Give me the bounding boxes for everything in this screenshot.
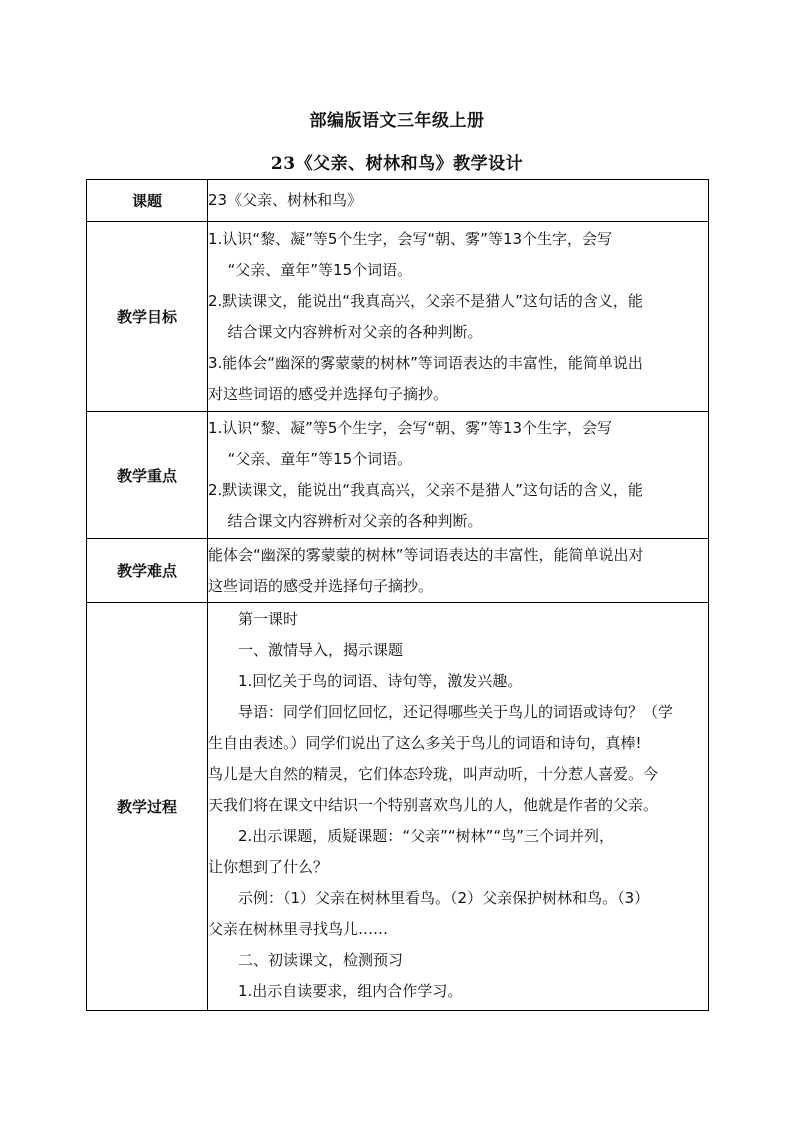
goals-line: 2.默读课文，能说出“我真高兴，父亲不是猎人”这句话的含义，能 [208, 291, 643, 310]
goals-content [208, 222, 709, 412]
row-goals [87, 222, 709, 412]
key-points-label: 教学重点 [87, 412, 208, 539]
process-line: 示例：（1）父亲在树林里看鸟。（2）父亲保护树林和鸟。（3） [238, 889, 650, 907]
process-label: 教学过程 [87, 603, 208, 1011]
goals-line: 结合课文内容辨析对父亲的各种判断。 [227, 322, 483, 341]
process-line: 让你想到了什么？ [208, 858, 329, 876]
row-key-points [87, 412, 709, 539]
row-process [87, 603, 709, 1011]
goals-line: 1.认识“黎、凝”等5个生字，会写“朝、雾”等13个生字，会写 [208, 229, 613, 248]
difficulties-line: 这些词语的感受并选择句子摘抄。 [208, 576, 434, 595]
row-difficulties [87, 539, 709, 603]
difficulties-line: 能体会“幽深的雾蒙蒙的树林”等词语表达的丰富性，能简单说出对 [208, 545, 644, 564]
process-line: 父亲在树林里寻找鸟儿…… [208, 920, 389, 938]
process-line: 鸟儿是大自然的精灵，它们体态玲珑，叫声动听，十分惹人喜爱。今 [208, 765, 659, 783]
goals-line: “父亲、童年”等15个词语。 [227, 260, 413, 279]
lesson-plan-table [86, 179, 709, 1011]
process-line: 生自由表述。）同学们说出了这么多关于鸟儿的词语和诗句，真棒! [208, 734, 642, 752]
key-points-line: 2.默读课文，能说出“我真高兴，父亲不是猎人”这句话的含义，能 [208, 481, 643, 499]
process-line: 一、激情导入，揭示课题 [238, 641, 404, 659]
process-line: 1.回忆关于鸟的词语、诗句等，激发兴趣。 [238, 672, 523, 690]
process-line: 天我们将在课文中结识一个特别喜欢鸟儿的人，他就是作者的父亲。 [208, 796, 659, 814]
topic-label: 课题 [87, 180, 208, 222]
process-line: 导语：同学们回忆回忆，还记得哪些关于鸟儿的词语或诗句？（学 [238, 703, 674, 721]
difficulties-content [208, 539, 709, 603]
goals-line: 对这些词语的感受并选择句子摘抄。 [208, 384, 449, 403]
key-points-line: “父亲、童年”等15个词语。 [227, 450, 413, 468]
process-line: 2.出示课题，质疑课题：“父亲”“树林”“鸟”三个词并列， [238, 827, 614, 845]
topic-value: 23《父亲、树林和鸟》 [208, 180, 709, 222]
key-points-content [208, 412, 709, 539]
key-points-line: 结合课文内容辨析对父亲的各种判断。 [227, 512, 483, 530]
process-content [208, 603, 709, 1011]
process-line: 第一课时 [238, 610, 299, 628]
key-points-line: 1.认识“黎、凝”等5个生字，会写“朝、雾”等13个生字，会写 [208, 419, 613, 437]
lesson-title: 23《父亲、树林和鸟》教学设计 [270, 154, 524, 174]
row-topic [87, 180, 709, 222]
goals-label: 教学目标 [87, 222, 208, 412]
process-line: 二、初读课文，检测预习 [238, 951, 404, 969]
difficulties-label: 教学难点 [87, 539, 208, 603]
document-title: 部编版语文三年级上册 [309, 111, 485, 131]
process-line: 1.出示自读要求，组内合作学习。 [238, 982, 463, 1000]
goals-line: 3.能体会“幽深的雾蒙蒙的树林”等词语表达的丰富性，能简单说出 [208, 353, 643, 372]
